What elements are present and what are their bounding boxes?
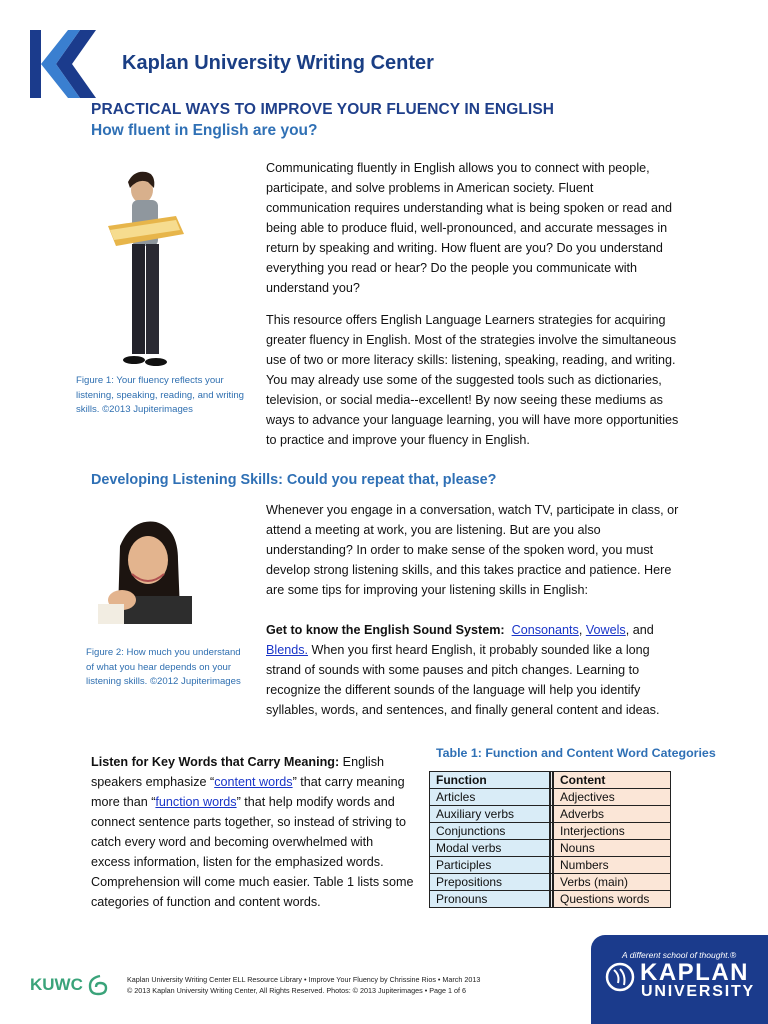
footer-line-2: © 2013 Kaplan University Writing Center, All Rights Reserved. Photos: © 2013 Jupiterimages • Page 1 of 6 xyxy=(127,985,466,995)
kaplan-tagline: A different school of thought.® xyxy=(622,950,737,960)
function-cell: Articles xyxy=(430,789,551,806)
table-row xyxy=(430,857,671,874)
paragraph-intro: Communicating fluently in English allows you to connect with people, participate, and solve problems in American society. Fluent communication requires understanding what is being spoken or read and being able to produce fluid, well-pronounced, and accurate messages in return by speaking and writing. How fluent are you? Do you understand everything you read or hear? Do the people you communicate with understand you? xyxy=(266,161,673,295)
table-row xyxy=(430,891,671,908)
content-cell: Questions words xyxy=(553,891,671,908)
content-cell: Adjectives xyxy=(553,789,671,806)
function-cell: Conjunctions xyxy=(430,823,551,840)
footer-line-1: Kaplan University Writing Center ELL Resource Library • Improve Your Fluency by Chrissine Rios • March 2013 xyxy=(127,975,481,984)
table-row xyxy=(430,789,671,806)
sound-system-sep-1: , xyxy=(578,623,586,637)
function-cell: Auxiliary verbs xyxy=(430,806,551,823)
table-row xyxy=(430,874,671,891)
paragraph-sound-system xyxy=(266,620,681,720)
content-words-link[interactable]: content words xyxy=(214,775,293,789)
kaplan-wordmark: KAPLAN xyxy=(640,959,749,986)
key-words-lead: Listen for Key Words that Carry Meaning: xyxy=(91,755,340,769)
function-cell: Modal verbs xyxy=(430,840,551,857)
footer-text xyxy=(127,975,547,996)
paragraph-key-words xyxy=(91,752,414,912)
subheading-fluent: How fluent in English are you? xyxy=(91,122,318,139)
kaplan-seal-icon xyxy=(604,961,636,993)
key-words-text-2: ” that carry meaning more than “ xyxy=(91,775,405,809)
function-words-link[interactable]: function words xyxy=(155,795,237,809)
table-caption: Table 1: Function and Content Word Categories xyxy=(436,746,716,760)
figure-2-smiling-woman-image xyxy=(92,516,202,624)
function-cell: Pronouns xyxy=(430,891,551,908)
blends-link[interactable]: Blends. xyxy=(266,643,309,657)
figure-2-caption: Figure 2: How much you understand of what you hear depends on your listening skills. ©2012 Jupiterimages xyxy=(86,647,241,687)
content-header-cell: Content xyxy=(553,772,671,789)
function-header-cell: Function xyxy=(430,772,551,789)
table-row xyxy=(430,806,671,823)
sound-system-lead: Get to know the English Sound System: xyxy=(266,623,505,637)
consonants-link[interactable]: Consonants xyxy=(511,623,579,637)
kaplan-k-logo xyxy=(30,30,96,98)
key-words-text-3: ” that help modify words and connect sentence parts together, so instead of striving to catch every word and becoming overwhelmed with excess information, listen for the emphasized words. Comprehension will come much easier. Table 1 lists some categories of function and content words. xyxy=(91,795,414,909)
function-cell: Participles xyxy=(430,857,551,874)
content-cell: Adverbs xyxy=(553,806,671,823)
vowels-link[interactable]: Vowels xyxy=(585,623,626,637)
heading-listening: Developing Listening Skills: Could you repeat that, please? xyxy=(91,472,497,488)
kuwc-logo xyxy=(30,972,112,996)
header-title: Kaplan University Writing Center xyxy=(122,52,434,74)
figure-1-caption: Figure 1: Your fluency reflects your listening, speaking, reading, and writing skills. ©2013 Jupiterimages xyxy=(76,375,244,415)
paragraph-resource: This resource offers English Language Learners strategies for acquiring greater fluency in English. Most of the strategies involve the simultaneous use of two or more literacy skills: listening, speaking, reading, and writing. You may already use some of the suggested tools such as dictionaries, television, or social media--excellent! By now seeing these mediums as ways to advance your language learning, you will have more opportunities to practice and improve your fluency in English. xyxy=(266,313,679,447)
table-row xyxy=(430,840,671,857)
table-header-row xyxy=(430,772,671,789)
figure-1-woman-reading-image xyxy=(72,160,222,375)
main-heading: PRACTICAL WAYS TO IMPROVE YOUR FLUENCY IN ENGLISH xyxy=(91,101,555,118)
function-cell: Prepositions xyxy=(430,874,551,891)
function-content-table xyxy=(429,771,671,908)
content-cell: Verbs (main) xyxy=(553,874,671,891)
kuwc-logo-text: KUWC xyxy=(30,975,83,994)
sound-system-body: When you first heard English, it probably sounded like a long strand of sounds with some pauses and pitch changes. Learning to recognize the different sounds of the language will help you identify syllables, words, and sentences, and finally general content and ideas. xyxy=(266,643,660,717)
table-row xyxy=(430,823,671,840)
content-cell: Nouns xyxy=(553,840,671,857)
sound-system-sep-2: , and xyxy=(625,623,654,637)
university-wordmark: UNIVERSITY xyxy=(641,983,756,1000)
content-cell: Interjections xyxy=(553,823,671,840)
paragraph-listening: Whenever you engage in a conversation, watch TV, participate in class, or attend a meeting at work, you are listening. But are you also understanding? In order to make sense of the spoken word, you must develop strong listening skills, and this takes practice and patience. Here are some tips for improving your listening skills in English: xyxy=(266,503,679,597)
content-cell: Numbers xyxy=(553,857,671,874)
key-words-text-1: English speakers emphasize “ xyxy=(91,755,384,789)
